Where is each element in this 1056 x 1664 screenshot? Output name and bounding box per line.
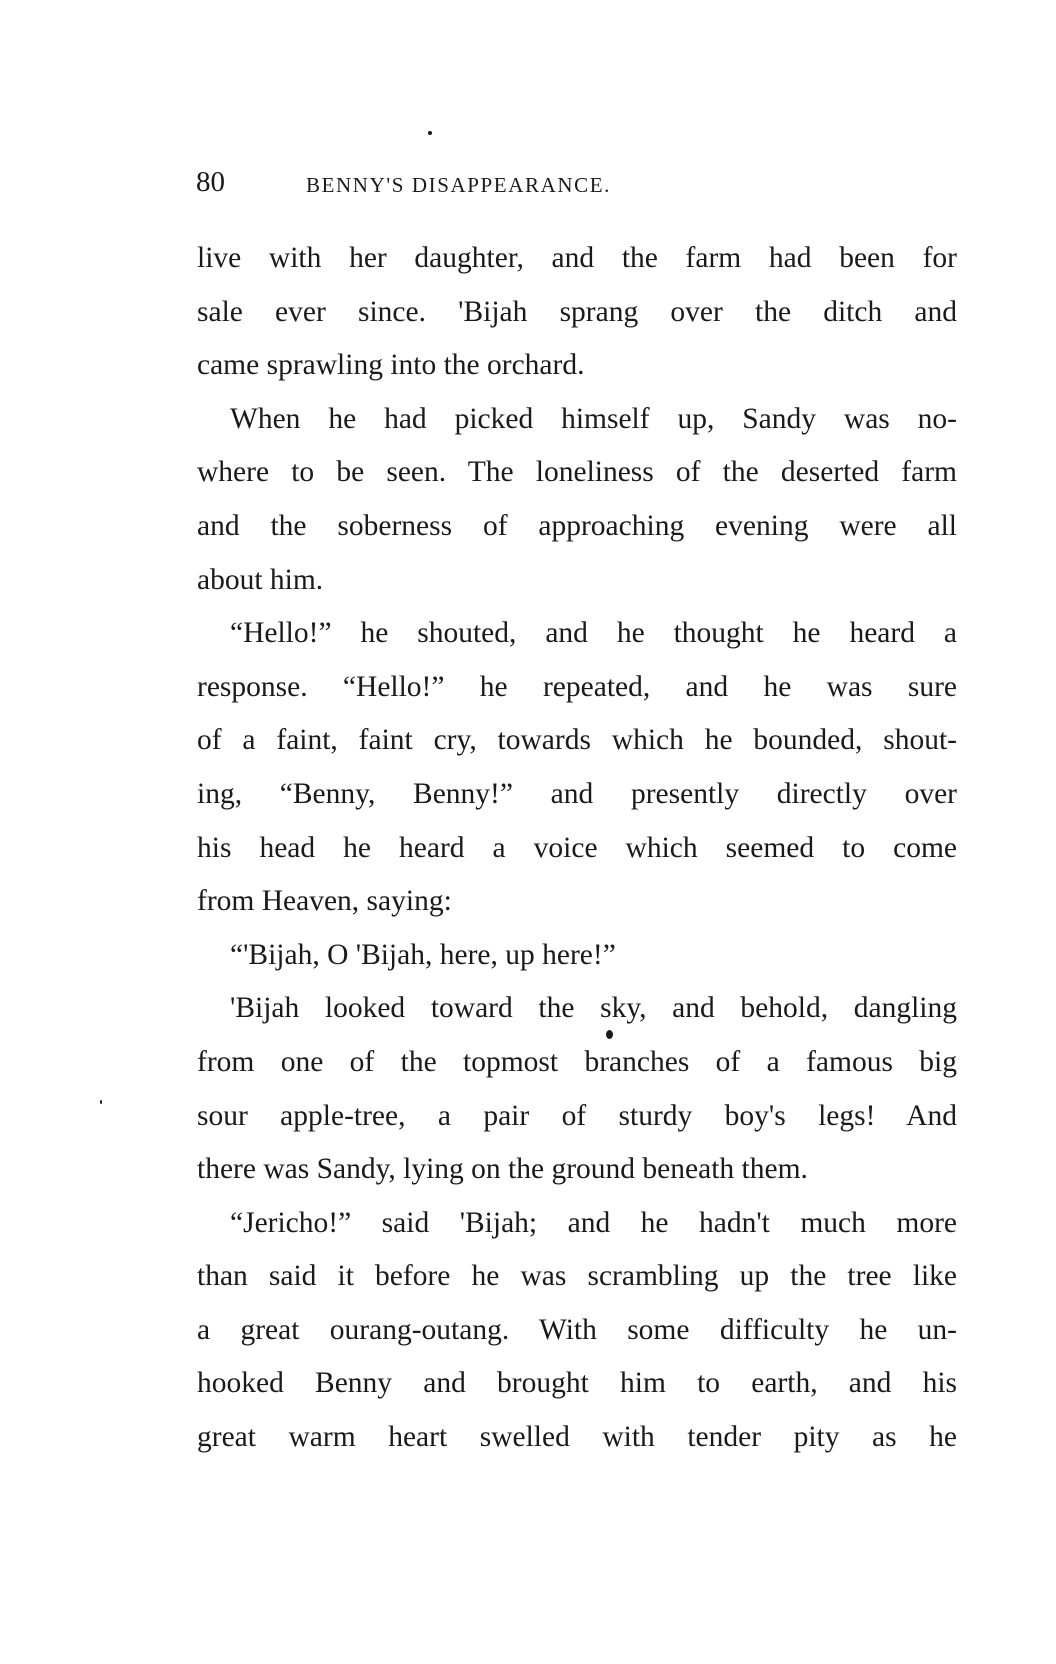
text-line: about him.: [197, 563, 324, 596]
text-line: from one of the topmost branches of a famous big: [197, 1045, 957, 1078]
text-line: live with her daughter, and the farm had been for: [197, 242, 957, 274]
text-line: than said it before he was scrambling up the tree like: [197, 1260, 957, 1293]
paragraph: [197, 929, 957, 983]
text-line: “'Bijah, O 'Bijah, here, up here!”: [230, 938, 616, 971]
text-line: of a faint, faint cry, towards which he bounded, shout-: [197, 724, 957, 757]
paragraph: [197, 393, 957, 607]
text-line: there was Sandy, lying on the ground beneath them.: [197, 1153, 808, 1186]
text-line: his head he heard a voice which seemed to come: [197, 831, 957, 864]
page-number: 80: [196, 166, 225, 198]
page-header: [196, 164, 956, 204]
paragraph: [197, 982, 957, 1196]
text-line: a great ourang-outang. With some difficulty he un-: [197, 1313, 957, 1346]
text-line: sale ever since. 'Bijah sprang over the ditch and: [197, 295, 957, 328]
text-line: came sprawling into the orchard.: [197, 349, 585, 382]
paragraph: [197, 607, 957, 929]
running-head: BENNY'S DISAPPEARANCE.: [306, 173, 612, 197]
ink-speck: [100, 1100, 102, 1104]
text-line: ing, “Benny, Benny!” and presently directly over: [197, 777, 957, 810]
ink-speck: [428, 131, 432, 135]
paragraph: [197, 232, 957, 393]
text-line: “Jericho!” said 'Bijah; and he hadn't much more: [230, 1206, 957, 1239]
text-line: from Heaven, saying:: [197, 885, 452, 918]
text-line: great warm heart swelled with tender pity as he: [197, 1421, 957, 1454]
text-line: 'Bijah looked toward the sky, and behold, dangling: [230, 992, 957, 1025]
paragraph: [197, 1197, 957, 1465]
text-line: sour apple-tree, a pair of sturdy boy's legs! And: [197, 1099, 957, 1132]
text-line: hooked Benny and brought him to earth, and his: [197, 1367, 957, 1400]
text-line: When he had picked himself up, Sandy was no-: [230, 402, 957, 435]
text-line: response. “Hello!” he repeated, and he was sure: [197, 670, 957, 703]
text-line: “Hello!” he shouted, and he thought he heard a: [230, 617, 957, 650]
text-line: and the soberness of approaching evening were all: [197, 509, 957, 542]
text-line: where to be seen. The loneliness of the deserted farm: [197, 456, 957, 489]
body-text: [197, 232, 957, 1465]
